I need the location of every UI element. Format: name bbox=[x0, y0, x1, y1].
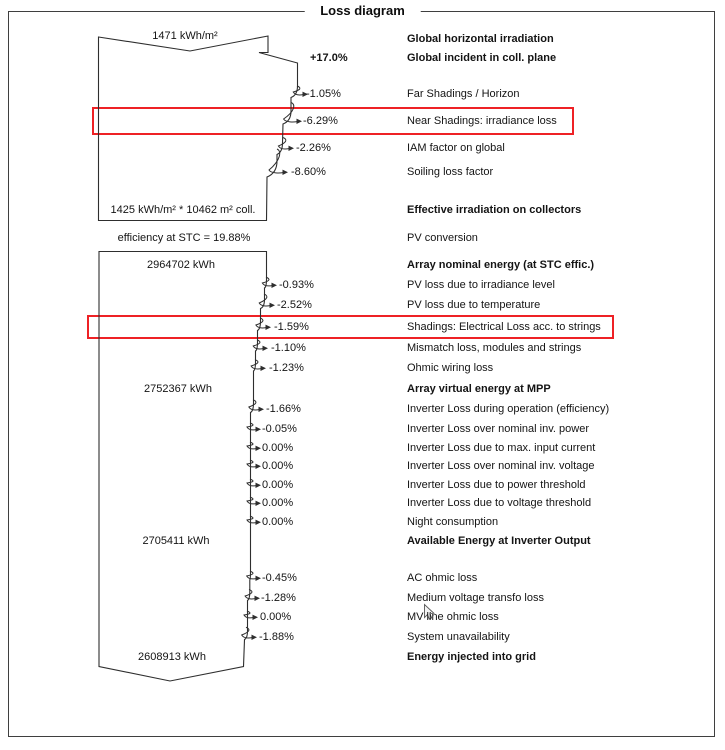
loss-arrowhead bbox=[256, 464, 262, 469]
energy-value: 1471 kWh/m² bbox=[152, 30, 218, 42]
loss-percentage: -1.88% bbox=[259, 631, 294, 643]
loss-arrowhead bbox=[297, 119, 303, 124]
loss-label: Array nominal energy (at STC effic.) bbox=[407, 259, 595, 271]
loss-percentage: -2.26% bbox=[296, 142, 331, 154]
page-title: Loss diagram bbox=[304, 2, 421, 20]
loss-arrowhead bbox=[261, 366, 267, 371]
loss-label: Far Shadings / Horizon bbox=[407, 88, 520, 100]
loss-percentage: 0.00% bbox=[262, 442, 294, 454]
loss-arrow bbox=[247, 423, 257, 430]
loss-label: Ohmic wiring loss bbox=[407, 362, 494, 374]
loss-arrowhead bbox=[252, 635, 258, 640]
loss-percentage: -1.05% bbox=[306, 88, 341, 100]
loss-percentage: -1.28% bbox=[261, 592, 296, 604]
loss-label: Available Energy at Inverter Output bbox=[407, 535, 591, 547]
loss-arrowhead bbox=[255, 596, 261, 601]
loss-label: AC ohmic loss bbox=[407, 572, 478, 584]
loss-label: PV loss due to temperature bbox=[407, 299, 541, 311]
loss-label: Inverter Loss due to max. input current bbox=[407, 442, 596, 454]
loss-percentage: +17.0% bbox=[310, 52, 348, 64]
loss-label: Inverter Loss over nominal inv. voltage bbox=[407, 460, 595, 472]
loss-arrow bbox=[293, 86, 303, 95]
loss-percentage: -0.05% bbox=[262, 423, 297, 435]
loss-percentage: -0.45% bbox=[262, 572, 297, 584]
loss-arrowhead bbox=[283, 170, 289, 175]
loss-label: Inverter Loss during operation (efficiency) bbox=[407, 403, 610, 415]
loss-arrow bbox=[247, 571, 257, 579]
loss-arrowhead bbox=[266, 325, 272, 330]
loss-arrow bbox=[278, 137, 289, 148]
loss-label: Energy injected into grid bbox=[407, 651, 536, 663]
loss-arrowhead bbox=[263, 346, 269, 351]
loss-label: PV loss due to irradiance level bbox=[407, 279, 555, 291]
loss-percentage: 0.00% bbox=[262, 497, 294, 509]
loss-percentage: -0.93% bbox=[279, 279, 314, 291]
loss-percentage: 0.00% bbox=[260, 611, 292, 623]
energy-value: 2964702 kWh bbox=[147, 259, 215, 271]
loss-arrowhead bbox=[256, 501, 262, 506]
loss-label: PV conversion bbox=[407, 232, 478, 244]
loss-arrowhead bbox=[259, 407, 265, 412]
loss-arrow bbox=[251, 360, 261, 369]
loss-label: Global incident in coll. plane bbox=[407, 52, 557, 64]
loss-label: MV line ohmic loss bbox=[407, 611, 499, 623]
loss-label: Inverter Loss over nominal inv. power bbox=[407, 423, 589, 435]
loss-arrow bbox=[247, 516, 257, 523]
loss-label: Inverter Loss due to power threshold bbox=[407, 479, 586, 491]
energy-value: 2752367 kWh bbox=[144, 383, 212, 395]
energy-value: efficiency at STC = 19.88% bbox=[117, 232, 251, 244]
loss-arrow bbox=[244, 611, 254, 618]
loss-arrow bbox=[269, 149, 284, 173]
loss-arrow bbox=[249, 400, 260, 410]
loss-label: Effective irradiation on collectors bbox=[407, 204, 582, 216]
irradiance-funnel-outline bbox=[99, 36, 298, 221]
loss-percentage: 0.00% bbox=[262, 516, 294, 528]
energy-value: 2608913 kWh bbox=[138, 651, 206, 663]
energy-value: 1425 kWh/m² * 10462 m² coll. bbox=[110, 204, 256, 216]
loss-percentage: -1.10% bbox=[271, 342, 306, 354]
loss-percentage: -1.66% bbox=[266, 403, 301, 415]
loss-label: Near Shadings: irradiance loss bbox=[407, 115, 557, 127]
loss-label: Global horizontal irradiation bbox=[407, 33, 554, 45]
loss-arrowhead bbox=[256, 576, 262, 581]
loss-label: Inverter Loss due to voltage threshold bbox=[407, 497, 592, 509]
loss-percentage: -1.59% bbox=[274, 321, 309, 333]
loss-arrow bbox=[262, 277, 272, 286]
loss-arrow bbox=[247, 497, 257, 504]
loss-percentage: -8.60% bbox=[291, 166, 326, 178]
loss-arrowhead bbox=[289, 146, 295, 151]
loss-arrowhead bbox=[270, 303, 276, 308]
loss-label: System unavailability bbox=[407, 631, 510, 643]
loss-percentage: -2.52% bbox=[277, 299, 312, 311]
array-funnel-outline bbox=[99, 252, 267, 682]
loss-percentage: -6.29% bbox=[303, 115, 338, 127]
loss-label: Mismatch loss, modules and strings bbox=[407, 342, 582, 354]
loss-label: Night consumption bbox=[407, 516, 499, 528]
loss-arrow bbox=[247, 479, 257, 486]
loss-arrowhead bbox=[256, 427, 262, 432]
loss-label: Medium voltage transfo loss bbox=[407, 592, 544, 604]
loss-arrow bbox=[247, 442, 257, 449]
loss-label: Array virtual energy at MPP bbox=[407, 383, 551, 395]
loss-label: Soiling loss factor bbox=[407, 166, 494, 178]
loss-arrow bbox=[247, 460, 257, 467]
loss-percentage: 0.00% bbox=[262, 479, 294, 491]
energy-value: 2705411 kWh bbox=[142, 535, 210, 547]
loss-arrow bbox=[256, 318, 267, 328]
loss-label: IAM factor on global bbox=[407, 142, 505, 154]
loss-arrow bbox=[253, 340, 263, 349]
loss-arrowhead bbox=[272, 283, 278, 288]
loss-percentage: 0.00% bbox=[262, 460, 294, 472]
loss-arrowhead bbox=[256, 483, 262, 488]
loss-arrowhead bbox=[256, 520, 262, 525]
loss-percentage: -1.23% bbox=[269, 362, 304, 374]
loss-label: Shadings: Electrical Loss acc. to strings bbox=[407, 321, 601, 333]
loss-arrowhead bbox=[256, 446, 262, 451]
loss-arrowhead bbox=[253, 615, 259, 620]
